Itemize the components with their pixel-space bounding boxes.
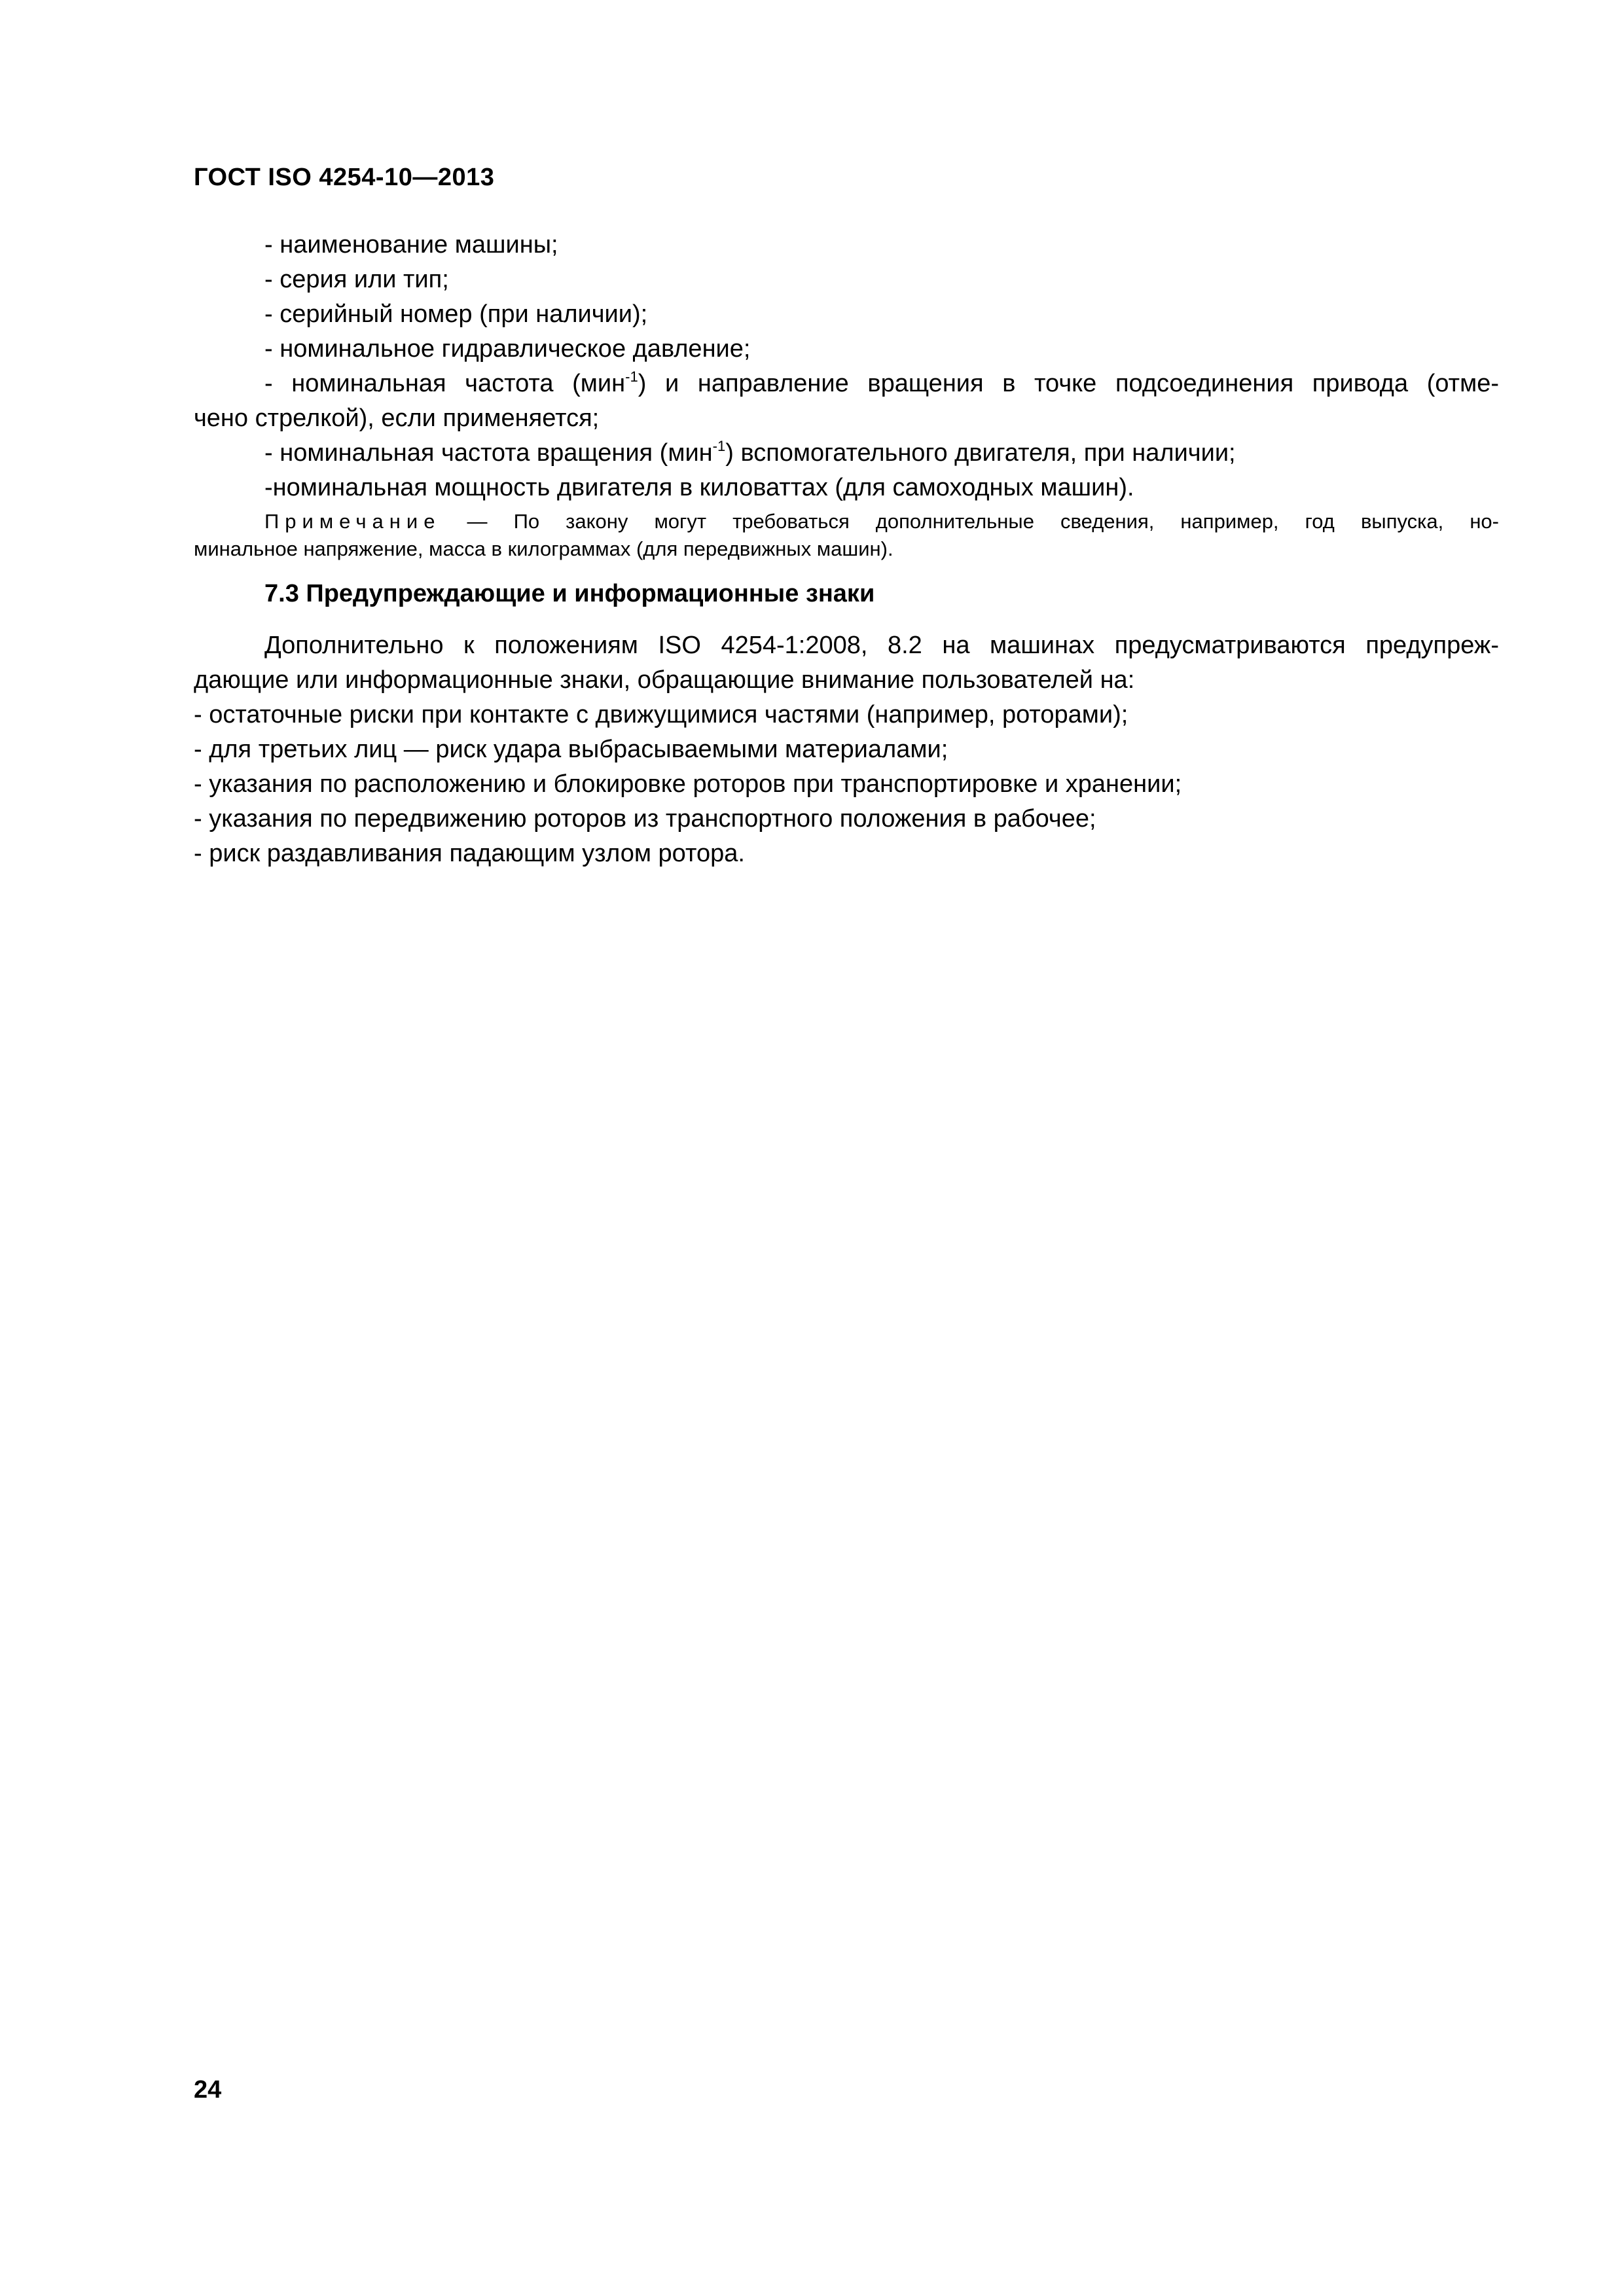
marking-list xyxy=(194,228,1499,505)
list-item-text: - номинальная частота (мин xyxy=(264,370,626,397)
page-number: 24 xyxy=(194,2076,222,2104)
list-item: - указания по расположению и блокировке роторов при транспортировке и хранении; xyxy=(194,770,1182,798)
note-line xyxy=(194,508,1499,535)
note-paragraph xyxy=(194,508,1499,563)
list-item-text: ) и направление вращения в точке подсоединения привода (отме- xyxy=(638,370,1499,397)
section-heading: 7.3 Предупреждающие и информационные знаки xyxy=(264,580,875,607)
list-item: - указания по передвижению роторов из транспортного положения в рабочее; xyxy=(194,805,1096,833)
list-item-rotation-frequency xyxy=(194,367,1499,401)
list-item-text: - номинальная частота вращения (мин xyxy=(264,439,713,467)
paragraph-line: дающие или информационные знаки, обращающие внимание пользователей на: xyxy=(194,666,1135,694)
list-item-text: ) вспомогательного двигателя, при наличии; xyxy=(725,439,1236,467)
list-item-aux-engine-frequency xyxy=(194,436,1499,471)
list-item: -номинальная мощность двигателя в киловаттах (для самоходных машин). xyxy=(264,474,1134,501)
note-label: Примечание xyxy=(264,510,441,533)
list-item: - серия или тип; xyxy=(264,266,449,293)
section-body xyxy=(194,628,1499,871)
page-header-standard-code: ГОСТ ISO 4254-10—2013 xyxy=(194,164,495,191)
note-line: минальное напряжение, масса в килограммах (для передвижных машин). xyxy=(194,537,893,560)
note-text: — По закону могут требоваться дополнительные сведения, например, год выпуска, но- xyxy=(441,510,1499,533)
list-item: - для третьих лиц — риск удара выбрасываемыми материалами; xyxy=(194,736,948,763)
list-item: - риск раздавливания падающим узлом ротора. xyxy=(194,840,745,867)
paragraph-line: Дополнительно к положениям ISO 4254-1:2008, 8.2 на машинах предусматриваются предупреж- xyxy=(264,632,1499,659)
list-item: - номинальное гидравлическое давление; xyxy=(264,335,751,363)
list-item: - серийный номер (при наличии); xyxy=(264,300,648,328)
list-item-continuation: чено стрелкой), если применяется; xyxy=(194,404,600,432)
superscript-exponent: -1 xyxy=(625,368,638,385)
list-item: - наименование машины; xyxy=(264,231,558,259)
superscript-exponent: -1 xyxy=(712,438,726,454)
list-item: - остаточные риски при контакте с движущимися частями (например, роторами); xyxy=(194,701,1128,728)
